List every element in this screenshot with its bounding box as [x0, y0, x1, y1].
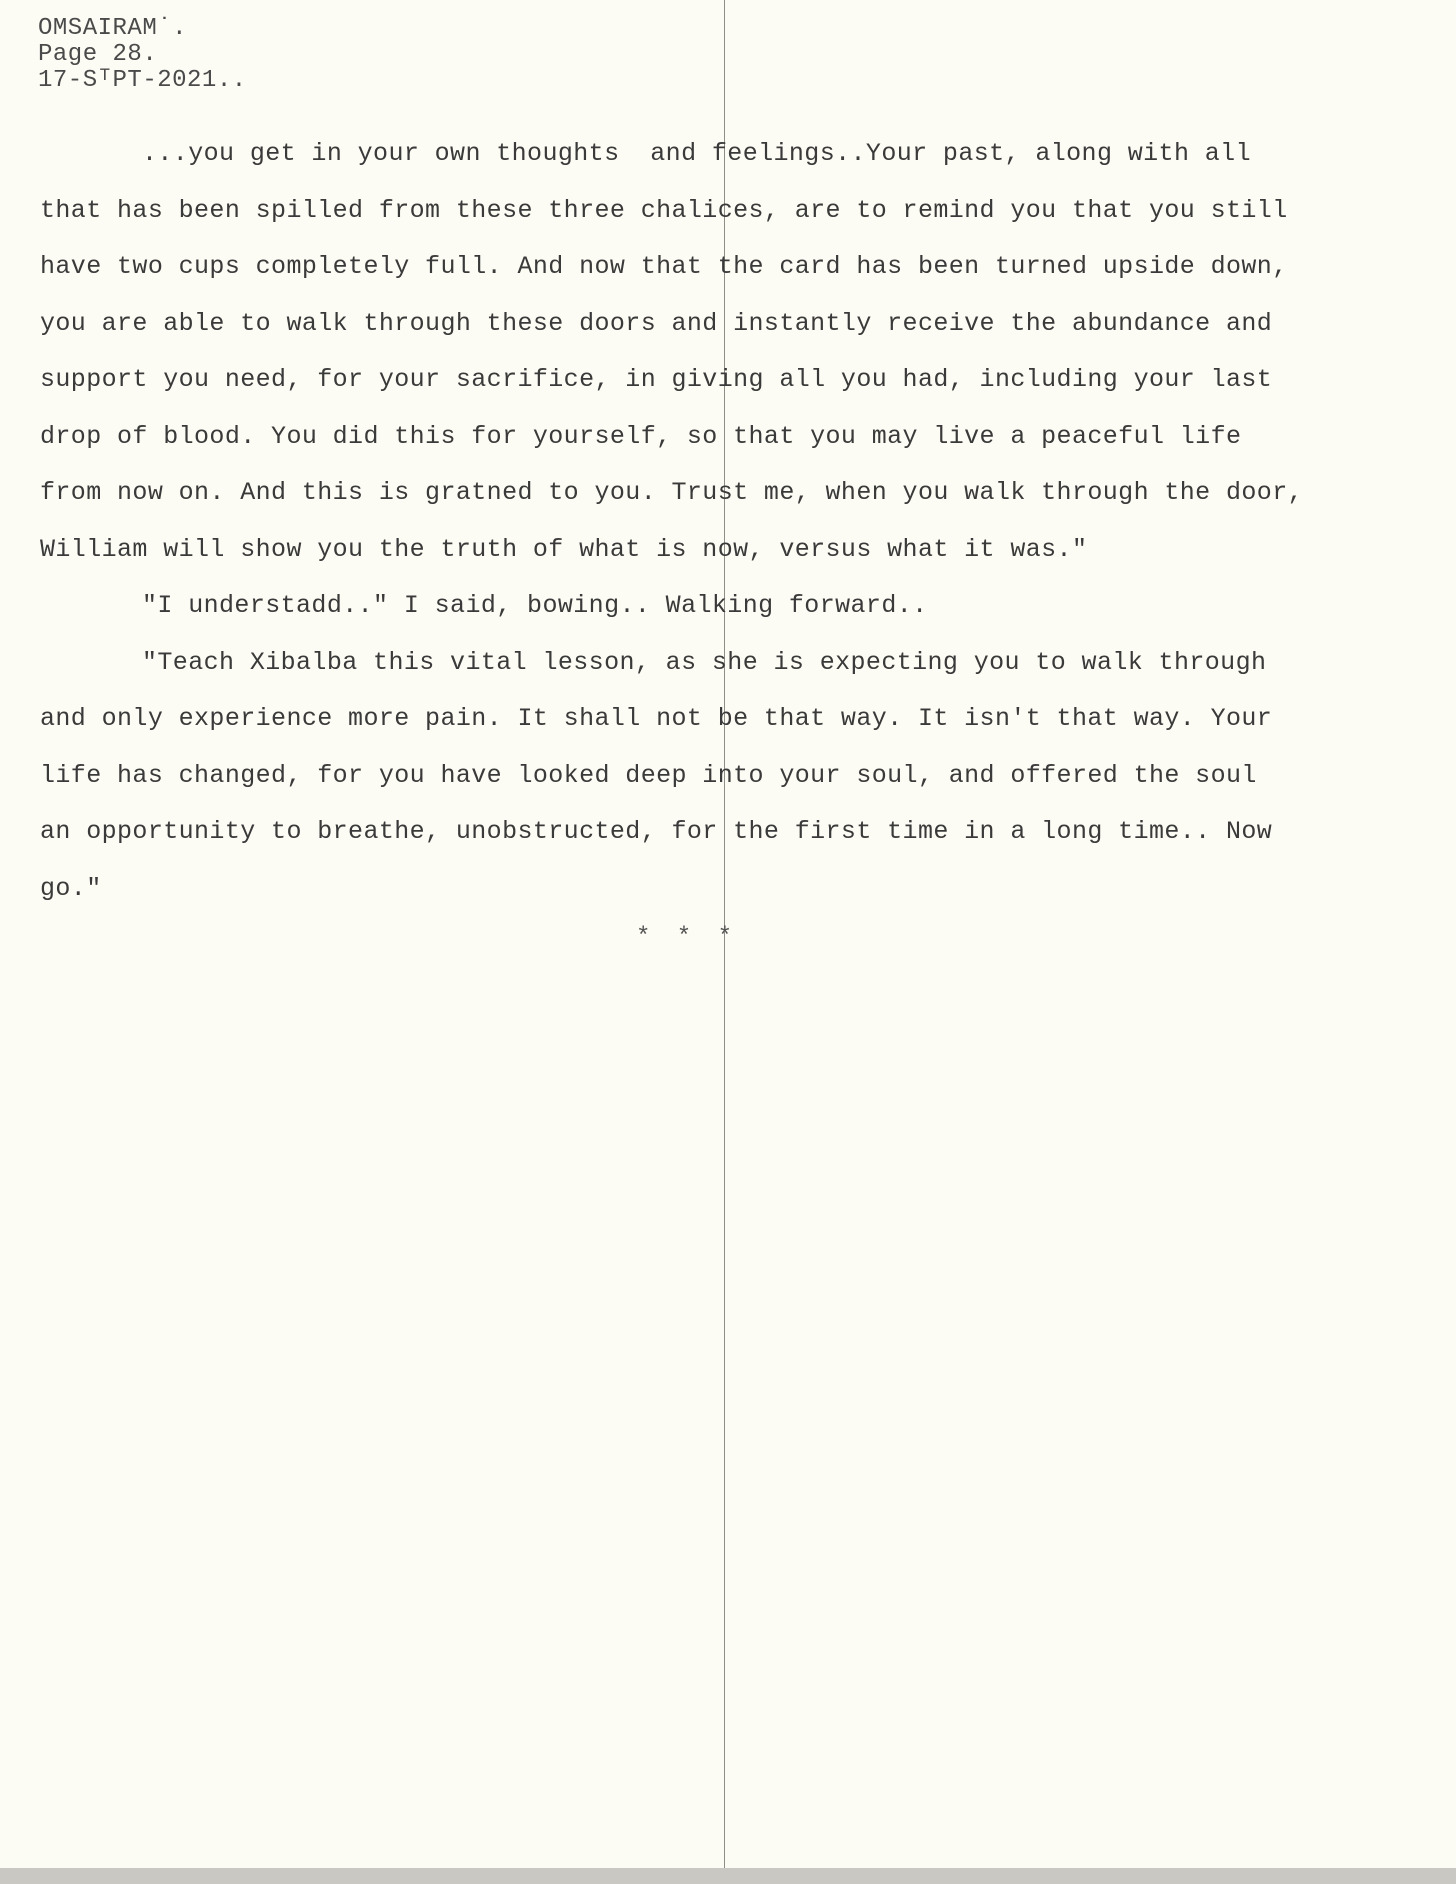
typed-body-text	[40, 126, 1440, 917]
section-break-asterisks: * * *	[636, 924, 739, 951]
text-line: life has changed, for you have looked deep into your soul, and offered the soul	[40, 760, 1257, 790]
text-line: you are able to walk through these doors and instantly receive the abundance and	[40, 308, 1273, 338]
text-line: "I understadd.." I said, bowing.. Walking forward..	[142, 591, 928, 620]
text-line: ...you get in your own thoughts and feelings..Your past, along with all	[142, 139, 1251, 168]
scan-bottom-edge	[0, 1868, 1456, 1884]
text-line: "Teach Xibalba this vital lesson, as she is expecting you to walk through	[142, 647, 1267, 677]
header-date: 17-SᵀPT-2021..	[38, 67, 247, 94]
text-line: and only experience more pain. It shall not be that way. It isn't that way. Your	[40, 704, 1273, 733]
text-line: drop of blood. You did this for yourself, so that you may live a peaceful life	[40, 421, 1242, 451]
text-line: have two cups completely full. And now that the card has been turned upside down,	[40, 252, 1288, 281]
text-line: William will show you the truth of what is now, versus what it was."	[40, 534, 1088, 564]
text-line: from now on. And this is gratned to you. Trust me, when you walk through the door,	[40, 478, 1303, 507]
text-line: support you need, for your sacrifice, in giving all you had, including your last	[40, 365, 1273, 394]
text-line: that has been spilled from these three chalices, are to remind you that you still	[40, 195, 1288, 225]
header-title: OMSAIRAM˙.	[38, 15, 188, 42]
text-line: an opportunity to breathe, unobstructed, for the first time in a long time.. Now	[40, 817, 1273, 846]
header-page-number: Page 28.	[38, 41, 158, 68]
text-line: go."	[40, 873, 102, 903]
page-header	[38, 16, 247, 94]
